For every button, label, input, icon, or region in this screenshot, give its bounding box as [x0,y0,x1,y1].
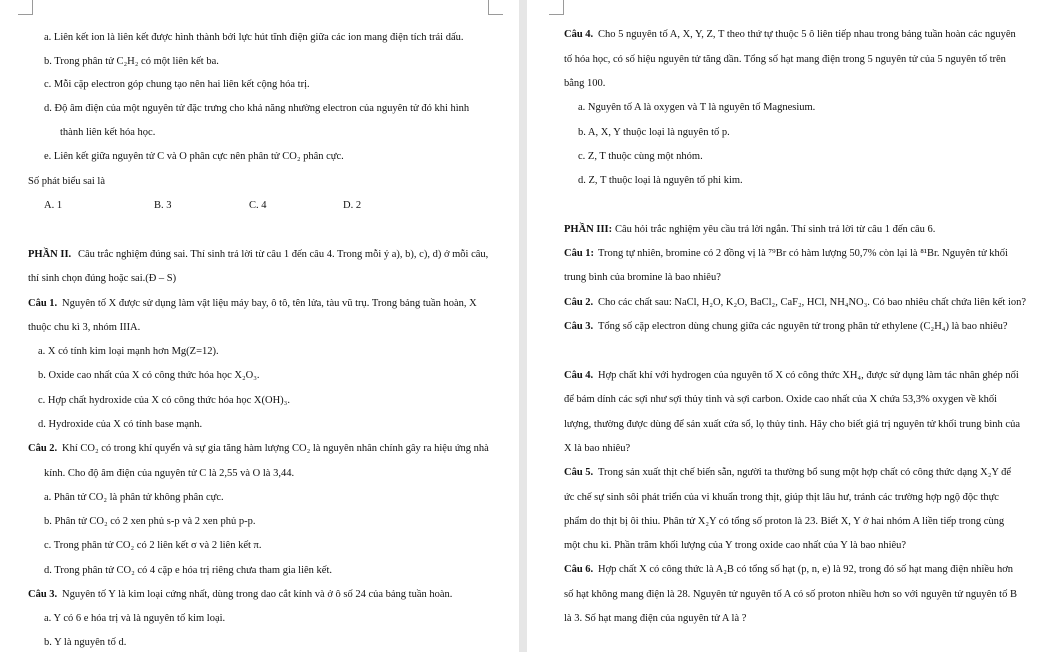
crop-mark [18,0,33,15]
option-line: d. Độ âm điện của một nguyên tử đặc trưng cho khả năng nhường electron của nguyên tử đó khi hình [44,103,470,114]
question-number: Câu 4. [564,29,594,40]
section-description: thí sinh chọn đúng hoặc sai.(Đ – S) [28,273,177,284]
question-line: Số phát biểu sai là [28,176,105,187]
question-line: để bám dính các sợi như sợi thủy tinh và sợi carbon. Oxide cao nhất của X chứa 53,3% oxygen về khối [564,394,998,405]
question-line: kính. Cho độ âm điện của nguyên tử C là 2,55 và O là 3,44. [44,468,295,479]
question-line: Trong sản xuất thịt chế biến sẵn, người ta thường bổ sung một hợp chất có công thức dạng X₂Y để [598,467,1012,478]
question-line: Nguyên tố X được sử dụng làm vật liệu máy bay, ô tô, tên lửa, tàu vũ trụ. Trong bảng tuần hoàn, X [62,298,477,309]
document-page-left [0,0,519,652]
question-line: Tổng số cặp electron dùng chung giữa các nguyên tử trong phân tử ethylene (C₂H₄) là bao nhiêu? [598,321,1008,332]
answer-choice: A. 1 [44,200,63,211]
question-number: Câu 1. [28,298,58,309]
answer-choice: C. 4 [249,200,267,211]
option-line: thành liên kết hóa học. [60,127,156,138]
question-line: phẩm do thịt bị ôi thiu. Phân tử X₂Y có tổng số proton là 23. Biết X, Y ở hai nhóm A liền tiếp trong cùng [564,516,1005,527]
question-line: số hạt không mang điện là 28. Nguyên tử nguyên tố A có số proton nhiều hơn so với nguyên tử nguyên tố B [564,589,1017,600]
question-line: X là bao nhiêu? [564,443,631,454]
question-line: bằng 100. [564,78,606,89]
section-description: Câu hỏi trắc nghiệm yêu cầu trả lời ngắn. Thí sinh trả lời từ câu 1 đến câu 6. [615,224,936,235]
statement-line: b. Y là nguyên tố d. [44,637,127,648]
question-line: lượng, thường được dùng để sản xuất cửa sổ, lọ thủy tinh. Hãy cho biết giá trị nguyên tử khối trung bình của [564,419,1020,430]
statement-line: a. Nguyên tố A là oxygen và T là nguyên tố Magnesium. [578,102,816,113]
statement-line: b. Oxide cao nhất của X có công thức hóa học X₂O₃. [38,370,260,381]
question-line: tố hóa học, có số hiệu nguyên tử tăng dần. Tổng số hạt mang điện trong 5 nguyên tử của 5 nguyên tố trên [564,54,1006,65]
answer-choice: D. 2 [343,200,362,211]
statement-line: a. Y có 6 e hóa trị và là nguyên tố kim loại. [44,613,226,624]
question-line: một chu kì. Phần trăm khối lượng của Y trong oxide cao nhất của Y là bao nhiêu? [564,540,907,551]
question-line: Khí CO₂ có trong khí quyển và sự gia tăng hàm lượng CO₂ là nguyên nhân chính gây ra hiệu ứng nhà [62,443,489,454]
question-number: Câu 5. [564,467,594,478]
question-number: Câu 1: [564,248,595,259]
option-line: a. Liên kết ion là liên kết được hình thành bởi lực hút tĩnh điện giữa các ion mang điện tích trái dấu. [44,32,464,43]
option-line: c. Mỗi cặp electron góp chung tạo nên hai liên kết cộng hóa trị. [44,79,310,90]
section-heading: PHẦN II. [28,249,72,260]
question-line: Trong tự nhiên, bromine có 2 đồng vị là ⁷⁹Br có hàm lượng 50,7% còn lại là ⁸¹Br. Nguyên tử khối [598,248,1008,259]
question-line: ức chế sự sinh sôi phát triển của vi khuẩn trong thịt, giúp thịt lâu hư, tránh các trường hợp ngộ độc thực [564,492,999,503]
question-number: Câu 2. [564,297,594,308]
crop-mark [488,0,503,15]
question-number: Câu 6. [564,564,594,575]
section-heading: PHẦN III: [564,224,613,235]
statement-line: c. Hợp chất hydroxide của X có công thức hóa học X(OH)₃. [38,395,290,406]
question-line: Cho 5 nguyên tố A, X, Y, Z, T theo thứ tự thuộc 5 ô liên tiếp nhau trong bảng tuần hoàn các nguyên [598,29,1016,40]
question-line: trung bình của bromine là bao nhiêu? [564,272,721,283]
statement-line: c. Trong phân tử CO₂ có 2 liên kết σ và 2 liên kết π. [44,540,262,551]
statement-line: b. Phân tử CO₂ có 2 xen phủ s-p và 2 xen phủ p-p. [44,516,256,527]
statement-line: a. Phân tử CO₂ là phân tử không phân cực. [44,492,224,503]
statement-line: d. Hydroxide của X có tính base mạnh. [38,419,203,430]
question-line: Nguyên tố Y là kim loại cứng nhất, dùng trong dao cắt kính và ở ô số 24 của bảng tuần hoàn. [62,589,453,600]
question-number: Câu 3. [564,321,594,332]
statement-line: d. Trong phân tử CO₂ có 4 cặp e hóa trị riêng chưa tham gia liên kết. [44,565,332,576]
question-line: Hợp chất khí với hydrogen của nguyên tố X có công thức XH₄, được sử dụng làm tác nhân ghép nối [598,370,1019,381]
document-page-right [527,0,1047,652]
option-line: b. Trong phân tử C₂H₂ có một liên kết ba. [44,56,219,67]
question-line: là 3. Số hạt mang điện của nguyên tử A là ? [564,613,747,624]
statement-line: d. Z, T thuộc loại là nguyên tố phi kim. [578,175,743,186]
question-number: Câu 2. [28,443,58,454]
section-description: Câu trắc nghiệm đúng sai. Thí sinh trả lời từ câu 1 đến câu 4. Trong mỗi ý a), b), c), d) ở mỗi câu, [78,249,489,260]
question-line: Hợp chất X có công thức là A₂B có tổng số hạt (p, n, e) là 92, trong đó số hạt mang điện nhiều hơn [598,564,1014,575]
question-number: Câu 4. [564,370,594,381]
option-line: e. Liên kết giữa nguyên tử C và O phân cực nên phân tử CO₂ phân cực. [44,151,344,162]
crop-mark [549,0,564,15]
question-line: thuộc chu kì 3, nhóm IIIA. [28,322,141,333]
statement-line: a. X có tính kim loại mạnh hơn Mg(Z=12). [38,346,219,357]
answer-choice: B. 3 [154,200,172,211]
statement-line: c. Z, T thuộc cùng một nhóm. [578,151,703,162]
question-line: Cho các chất sau: NaCl, H₂O, K₂O, BaCl₂, CaF₂, HCl, NH₄NO₃. Có bao nhiêu chất chứa liên kết ion? [598,297,1027,308]
statement-line: b. A, X, Y thuộc loại là nguyên tố p. [578,127,730,138]
question-number: Câu 3. [28,589,58,600]
